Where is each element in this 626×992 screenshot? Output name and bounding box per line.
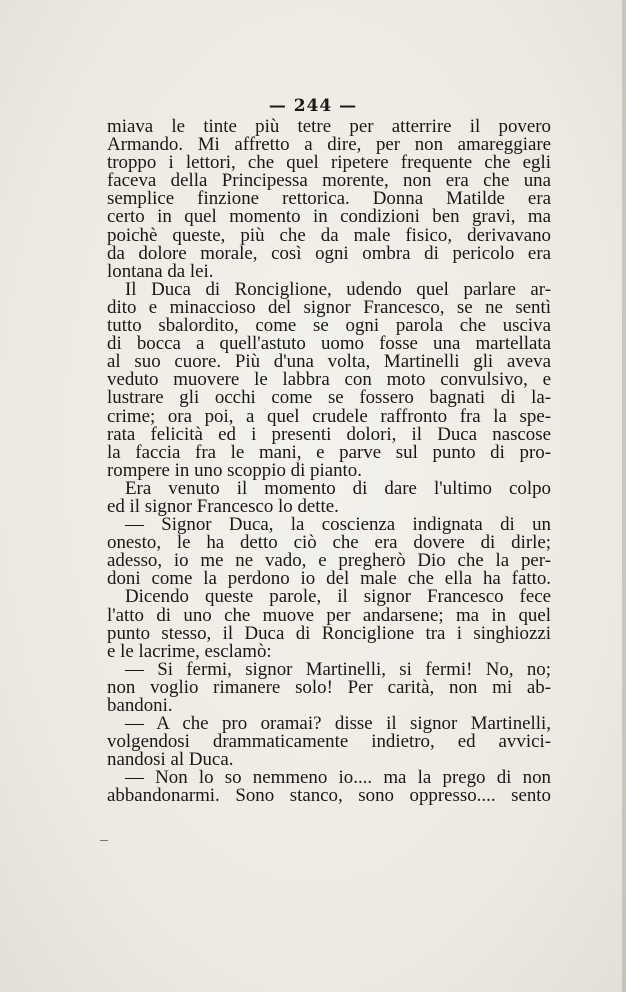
text-line: Era venuto il momento di dare l'ultimo colpo <box>125 477 551 499</box>
margin-mark <box>100 840 108 841</box>
text-line: doni come la perdono io del male che ella ha fatto. <box>107 568 551 590</box>
text-line: nandosi al Duca. <box>107 749 234 771</box>
text-line: Armando. Mi affretto a dire, per non amareggiare <box>107 134 551 156</box>
text-line: — Signor Duca, la coscienza indignata di un <box>125 514 551 536</box>
text-line: abbandonarmi. Sono stanco, sono oppresso.... sento <box>107 785 551 807</box>
text-line: dito e minaccioso del signor Francesco, se ne sentì <box>107 296 551 318</box>
text-line: miava le tinte più tetre per atterrire il povero <box>107 116 551 137</box>
text-line: e le lacrime, esclamò: <box>107 640 272 662</box>
page-edge-shadow <box>622 0 626 992</box>
text-line: al suo cuore. Più d'una volta, Martinelli gli aveva <box>107 351 551 373</box>
text-line: punto stesso, il Duca di Ronciglione tra i singhiozzi <box>107 622 551 644</box>
text-line: adesso, io me ne vado, e pregherò Dio che la per- <box>107 550 551 572</box>
text-line: troppo i lettori, che quel ripetere frequente che egli <box>107 152 551 174</box>
text-line: tutto sbalordito, come se ogni parola che usciva <box>107 315 551 337</box>
text-line: la faccia fra le mani, e parve sul punto di pro- <box>107 441 551 463</box>
text-line: lustrare gli occhi come se fossero bagnati di la- <box>107 387 551 409</box>
text-line: Il Duca di Ronciglione, udendo quel parlare ar- <box>125 278 551 300</box>
body-text <box>107 118 551 806</box>
text-line: non voglio rimanere solo! Per carità, non mi ab- <box>107 676 551 698</box>
text-line: rata felicità ed i presenti dolori, il Duca nascose <box>107 423 551 445</box>
text-line: l'atto di uno che muove per andarsene; ma in quel <box>107 604 551 626</box>
text-line: da dolore morale, così ogni ombra di pericolo era <box>107 242 551 264</box>
text-line: poichè queste, più che da male fisico, derivavano <box>107 224 551 246</box>
text-line: certo in quel momento in condizioni ben gravi, ma <box>107 206 551 228</box>
text-line: — Non lo so nemmeno io.... ma la prego di non <box>125 767 551 789</box>
text-line: — Si fermi, signor Martinelli, si fermi! No, no; <box>125 658 551 680</box>
text-line: Dicendo queste parole, il signor Francesco fece <box>125 586 551 608</box>
text-line: lontana da lei. <box>107 260 214 282</box>
page-number: — 244 — <box>268 96 358 116</box>
text-line: faceva della Principessa morente, non era che una <box>107 170 551 192</box>
text-line: bandoni. <box>107 695 173 716</box>
text-line: crime; ora poi, a quel crudele raffronto fra la spe- <box>107 405 551 427</box>
text-line: onesto, le ha detto ciò che era dovere di dirle; <box>107 532 551 554</box>
text-line: di bocca a quell'astuto uomo fosse una martellata <box>107 333 551 355</box>
text-line: semplice finzione rettorica. Donna Matilde era <box>107 188 551 210</box>
text-line: veduto muovere le labbra con moto convulsivo, e <box>107 369 551 391</box>
text-line: ed il signor Francesco lo dette. <box>107 495 339 517</box>
text-line: rompere in uno scoppio di pianto. <box>107 459 362 481</box>
text-line: — A che pro oramai? disse il signor Martinelli, <box>125 713 551 735</box>
text-line: volgendosi drammaticamente indietro, ed avvici- <box>107 731 551 753</box>
